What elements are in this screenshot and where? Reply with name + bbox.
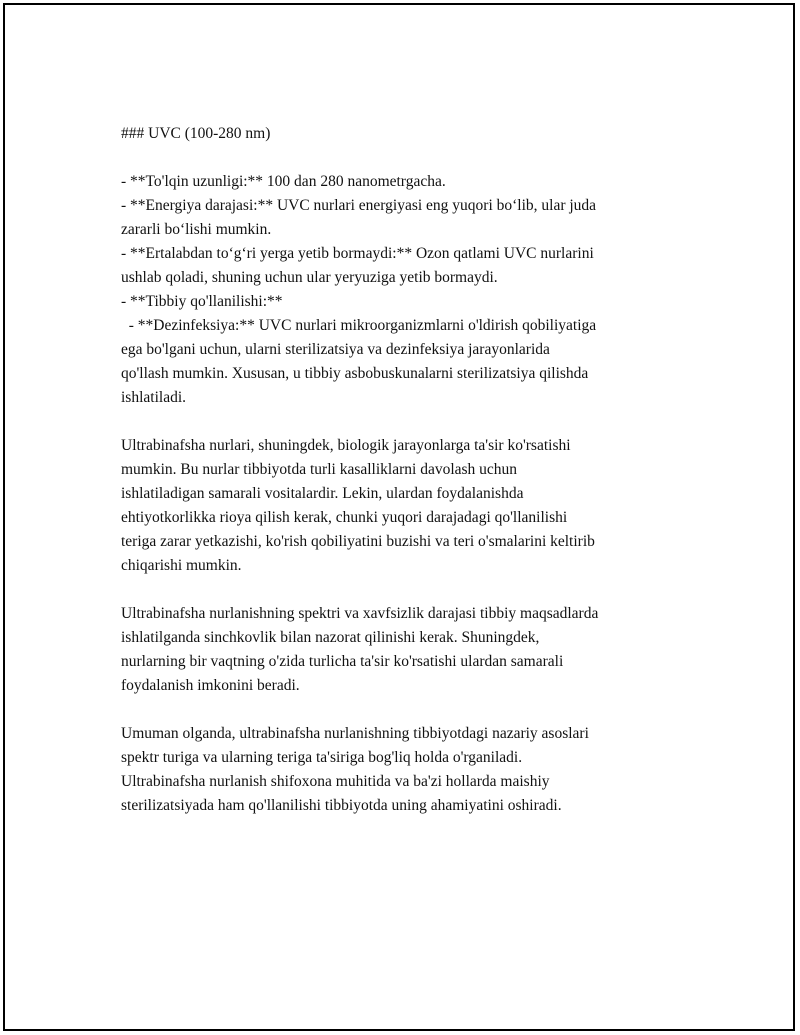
list-line: - **Tibbiy qo'llanilishi:** (121, 293, 283, 310)
paragraph-line: ishlatiladigan samarali vositalardir. Lekin, ulardan foydalanishda (121, 485, 524, 502)
paragraph-line: teriga zarar yetkazishi, ko'rish qobiliyatini buzishi va teri o'smalarini keltirib (121, 533, 595, 550)
list-line: ushlab qoladi, shuning uchun ular yeryuziga yetib bormaydi. (121, 269, 498, 286)
list-line: - **Energiya darajasi:** UVC nurlari energiyasi eng yuqori bo‘lib, ular juda (121, 197, 597, 214)
blank-line (121, 410, 691, 434)
paragraph-biological-effects (121, 434, 691, 578)
list-line: zararli bo‘lishi mumkin. (121, 221, 272, 238)
paragraph-safety (121, 602, 691, 698)
paragraph-line: ishlatilganda sinchkovlik bilan nazorat qilinishi kerak. Shuningdek, (121, 629, 540, 646)
section-heading: ### UVC (100-280 nm) (121, 125, 271, 142)
blank-line (121, 578, 691, 602)
blank-line (121, 146, 691, 170)
paragraph-line: mumkin. Bu nurlar tibbiyotda turli kasalliklarni davolash uchun (121, 461, 518, 478)
uvc-properties-list (121, 170, 691, 410)
paragraph-line: chiqarishi mumkin. (121, 557, 242, 574)
paragraph-line: sterilizatsiyada ham qo'llanilishi tibbiyotda uning ahamiyatini oshiradi. (121, 797, 562, 814)
blank-line (121, 698, 691, 722)
paragraph-line: Ultrabinafsha nurlanishning spektri va xavfsizlik darajasi tibbiy maqsadlarda (121, 605, 599, 622)
list-line: ishlatiladi. (121, 389, 187, 406)
paragraph-line: ehtiyotkorlikka rioya qilish kerak, chunki yuqori darajadagi qo'llanilishi (121, 509, 568, 526)
list-line: qo'llash mumkin. Xususan, u tibbiy asbobuskunalarni sterilizatsiya qilishda (121, 365, 589, 382)
list-line: - **Ertalabdan to‘g‘ri yerga yetib bormaydi:** Ozon qatlami UVC nurlarini (121, 245, 594, 262)
paragraph-line: spektr turiga va ularning teriga ta'siriga bog'liq holda o'rganiladi. (121, 749, 523, 766)
paragraph-line: Ultrabinafsha nurlari, shuningdek, biologik jarayonlarga ta'sir ko'rsatishi (121, 437, 571, 454)
list-line: - **Dezinfeksiya:** UVC nurlari mikroorganizmlarni o'ldirish qobiliyatiga (121, 317, 597, 334)
paragraph-line: Umuman olganda, ultrabinafsha nurlanishning tibbiyotdagi nazariy asoslari (121, 725, 589, 742)
paragraph-line: Ultrabinafsha nurlanish shifoxona muhitida va ba'zi hollarda maishiy (121, 773, 550, 790)
list-line: - **To'lqin uzunligi:** 100 dan 280 nanometrgacha. (121, 173, 446, 190)
document-body (121, 122, 691, 818)
paragraph-line: foydalanish imkonini beradi. (121, 677, 300, 694)
paragraph-line: nurlarning bir vaqtning o'zida turlicha ta'sir ko'rsatishi ulardan samarali (121, 653, 564, 670)
list-line: ega bo'lgani uchun, ularni sterilizatsiya va dezinfeksiya jarayonlarida (121, 341, 550, 358)
page-frame (3, 3, 795, 1031)
paragraph-conclusion (121, 722, 691, 818)
